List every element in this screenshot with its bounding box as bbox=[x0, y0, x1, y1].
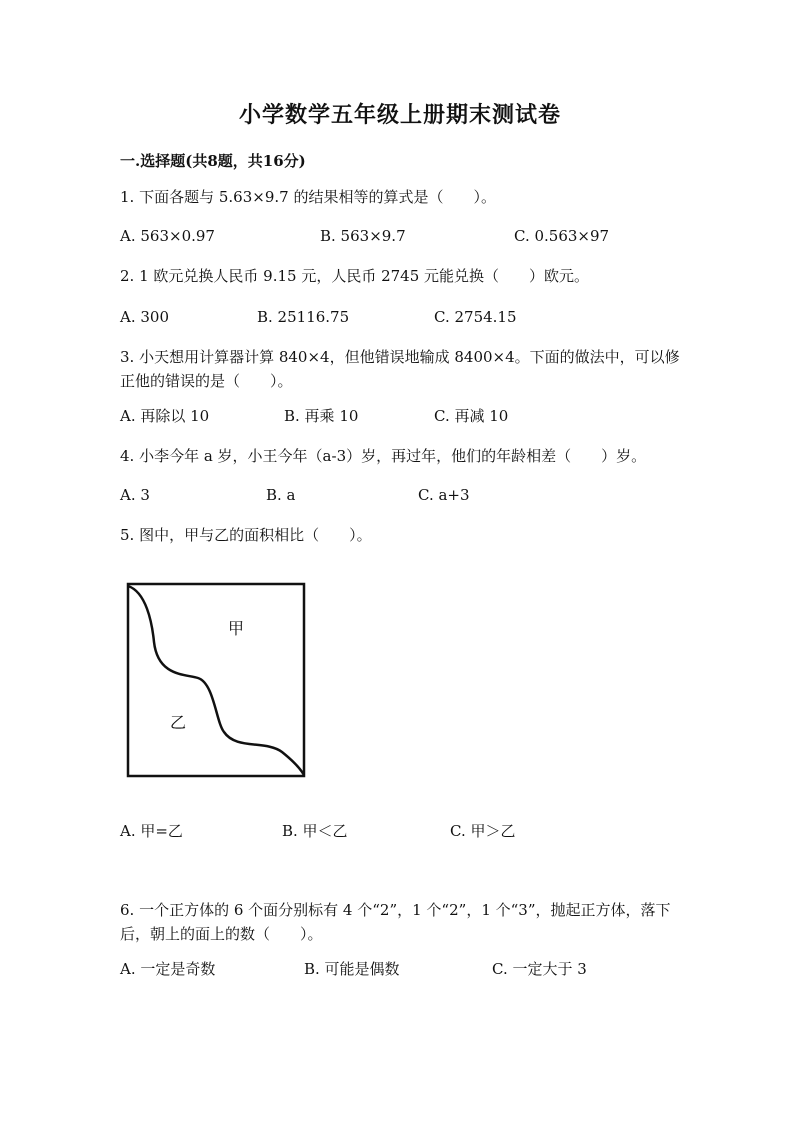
page-title: 小学数学五年级上册期末测试卷 bbox=[238, 102, 561, 128]
figure-label-bottom: 乙 bbox=[170, 713, 187, 732]
question-2-option-a[interactable]: A. 300 bbox=[120, 308, 169, 326]
question-4-option-a[interactable]: A. 3 bbox=[120, 486, 150, 504]
figure-label-top: 甲 bbox=[228, 619, 245, 638]
question-2-options bbox=[120, 305, 680, 329]
area-figure bbox=[126, 582, 306, 778]
question-3: 3. 小天想用计算器计算 840×4，但他错误地输成 8400×4。下面的做法中，可以修正他的错误的是（ ）。 bbox=[120, 348, 680, 390]
question-1: 1. 下面各题与 5.63×9.7 的结果相等的算式是（ ）。 bbox=[120, 188, 496, 206]
question-3-option-c[interactable]: C. 再减 10 bbox=[434, 407, 509, 425]
question-3-options bbox=[120, 404, 680, 428]
question-5-option-c[interactable]: C. 甲＞乙 bbox=[450, 822, 516, 840]
question-6: 6. 一个正方体的 6 个面分别标有 4 个“2”，1 个“2”，1 个“3”，抛起正方体，落下后，朝上的面上的数（ ）。 bbox=[120, 901, 671, 943]
question-4-option-b[interactable]: B. a bbox=[266, 486, 296, 504]
question-5-option-a[interactable]: A. 甲=乙 bbox=[120, 822, 183, 840]
question-4: 4. 小李今年 a 岁，小王今年（a-3）岁，再过年，他们的年龄相差（ ）岁。 bbox=[120, 447, 647, 465]
square-outline bbox=[128, 584, 304, 776]
question-6-option-c[interactable]: C. 一定大于 3 bbox=[492, 960, 587, 978]
question-2: 2. 1 欧元兑换人民币 9.15 元，人民币 2745 元能兑换（ ）欧元。 bbox=[120, 267, 590, 285]
question-5: 5. 图中，甲与乙的面积相比（ ）。 bbox=[120, 526, 372, 544]
question-6-option-a[interactable]: A. 一定是奇数 bbox=[120, 960, 216, 978]
section-heading: 一.选择题(共8题，共16分) bbox=[120, 152, 306, 170]
question-5-option-b[interactable]: B. 甲＜乙 bbox=[282, 822, 348, 840]
question-4-options bbox=[120, 483, 680, 507]
question-4-option-c[interactable]: C. a+3 bbox=[418, 486, 470, 504]
area-figure-drawing bbox=[126, 582, 306, 778]
question-1-option-b[interactable]: B. 563×9.7 bbox=[320, 227, 406, 245]
question-1-option-a[interactable]: A. 563×0.97 bbox=[120, 227, 215, 245]
question-3-option-a[interactable]: A. 再除以 10 bbox=[120, 407, 210, 425]
question-5-options bbox=[120, 819, 680, 843]
question-1-options bbox=[120, 224, 680, 248]
question-2-option-b[interactable]: B. 25116.75 bbox=[257, 308, 350, 326]
question-1-option-c[interactable]: C. 0.563×97 bbox=[514, 227, 610, 245]
question-6-options bbox=[120, 957, 680, 981]
question-3-option-b[interactable]: B. 再乘 10 bbox=[284, 407, 359, 425]
question-6-option-b[interactable]: B. 可能是偶数 bbox=[304, 960, 400, 978]
question-2-option-c[interactable]: C. 2754.15 bbox=[434, 308, 517, 326]
